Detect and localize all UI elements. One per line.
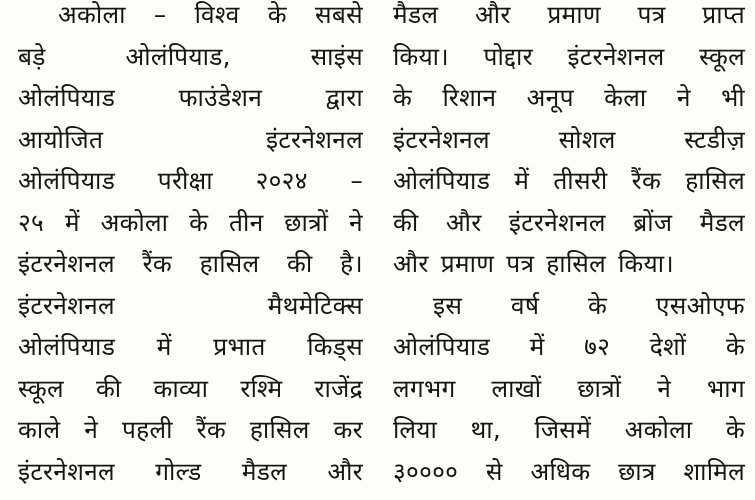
- word: भाग: [706, 373, 745, 403]
- text-line: [393, 36, 745, 78]
- word: विश्व: [194, 0, 240, 29]
- word: ने: [657, 373, 672, 403]
- word: के: [189, 207, 209, 237]
- word: किया।: [618, 249, 674, 278]
- text-line: [18, 285, 363, 327]
- word: और: [445, 207, 482, 237]
- word: वर्ष: [510, 290, 540, 320]
- word: के: [267, 0, 287, 29]
- text-line: [393, 409, 745, 451]
- text-line: [393, 326, 745, 368]
- text-line: [18, 119, 363, 161]
- word: रश्मि: [240, 373, 283, 403]
- word: लगभग: [393, 373, 456, 403]
- word: से: [485, 456, 503, 486]
- text-line: [393, 202, 745, 244]
- word: इंटरनेशनल: [266, 124, 363, 154]
- word: इंटरनेशनल: [18, 456, 115, 486]
- word: लाखों: [491, 373, 542, 403]
- word: में: [64, 207, 80, 237]
- word: मैथमेटिक्स: [267, 290, 363, 320]
- word: छात्रों: [577, 373, 622, 403]
- word: इंटरनेशनल: [393, 124, 490, 154]
- word: हासिल: [199, 249, 260, 278]
- word: प्रमाण: [440, 249, 495, 278]
- word: पहली: [121, 415, 173, 444]
- word: ओलंपियाड: [393, 332, 491, 361]
- word: किया।: [393, 41, 449, 71]
- word: स्कूल: [18, 373, 64, 403]
- word: प्राप्त: [702, 0, 745, 29]
- word: पत्र: [506, 249, 535, 278]
- word: २०२४: [255, 166, 308, 195]
- word: प्रमाण: [547, 0, 601, 29]
- word: के: [725, 415, 745, 444]
- word: रैंक: [631, 166, 662, 195]
- word: ओलंपियाड: [18, 166, 116, 195]
- text-line: [393, 243, 745, 285]
- word: ने: [676, 83, 691, 112]
- word: हासिल: [685, 166, 745, 195]
- word: ३००००: [393, 456, 459, 486]
- word: तीसरी: [553, 166, 608, 195]
- text-line: [18, 243, 363, 285]
- word: और: [393, 249, 429, 278]
- word: इंटरनेशनल: [18, 249, 115, 278]
- word: एसओएफ: [655, 290, 745, 320]
- word: स्कूल: [699, 41, 745, 71]
- word: स्टडीज़: [684, 124, 745, 154]
- word: इंटरनेशनल: [18, 290, 115, 320]
- word: रैंक: [196, 415, 227, 444]
- word: फाउंडेशन: [178, 83, 263, 112]
- text-line: [18, 36, 363, 78]
- word: मैडल: [393, 0, 439, 29]
- word: २५: [18, 207, 45, 237]
- word: अकोला: [624, 415, 693, 444]
- word: की: [393, 207, 419, 237]
- word: की: [287, 249, 313, 278]
- word: परीक्षा: [157, 166, 213, 195]
- word: भी: [721, 83, 745, 112]
- word: शामिल: [683, 456, 745, 486]
- word: के: [725, 332, 745, 361]
- text-line: [393, 160, 745, 202]
- word: अकोला: [100, 207, 169, 237]
- word: अधिक: [530, 456, 591, 486]
- article-right-column: [393, 0, 745, 492]
- word: केला: [604, 83, 647, 112]
- word: काव्या: [153, 373, 209, 403]
- word: ओलंपियाड: [393, 166, 491, 195]
- word: था,: [470, 415, 501, 444]
- word: राजेंद्र: [314, 373, 363, 403]
- word: है।: [340, 249, 363, 278]
- text-line: [18, 326, 363, 368]
- word: में: [156, 332, 172, 361]
- text-line: [393, 285, 745, 327]
- word: लिया: [393, 415, 438, 444]
- word: बड़े: [18, 41, 46, 71]
- word: की: [95, 373, 122, 403]
- word: और: [474, 0, 511, 29]
- word: –: [153, 0, 167, 29]
- word: ओलंपियाड: [18, 83, 116, 112]
- word: छात्रों: [284, 207, 329, 237]
- word: द्वारा: [325, 83, 363, 112]
- word: अकोला: [58, 0, 126, 29]
- word: हासिल: [249, 415, 310, 444]
- word: में: [514, 166, 530, 195]
- word: पत्र: [637, 0, 666, 29]
- text-line: [393, 368, 745, 410]
- text-line: [393, 77, 745, 119]
- word: गोल्ड: [155, 456, 202, 486]
- word: इस: [433, 290, 463, 320]
- text-line: [393, 0, 745, 36]
- text-line: [18, 160, 363, 202]
- word: के: [393, 83, 413, 112]
- word: रैंक: [142, 249, 173, 278]
- word: ने: [349, 207, 363, 237]
- word: –: [350, 166, 363, 195]
- word: जिसमें: [534, 415, 592, 444]
- word: साइंस: [310, 41, 363, 71]
- article-left-column: [18, 0, 363, 492]
- word: इंटरनेशनल: [508, 207, 606, 237]
- text-line: [18, 409, 363, 451]
- word: ब्रोंज: [633, 207, 673, 237]
- word: प्रभात: [213, 332, 266, 361]
- word: कर: [333, 415, 363, 444]
- word: सबसे: [314, 0, 363, 29]
- word: किड्स: [307, 332, 363, 361]
- text-line: [18, 202, 363, 244]
- word: मैडल: [699, 207, 745, 237]
- text-line: [18, 0, 363, 36]
- text-line: [18, 451, 363, 493]
- word: रिशान: [442, 83, 497, 112]
- word: आयोजित: [18, 124, 104, 154]
- text-line: [393, 119, 745, 161]
- word: छात्र: [618, 456, 656, 486]
- word: तीन: [228, 207, 264, 237]
- word: मैडल: [241, 456, 288, 486]
- word: ओलंपियाड: [18, 332, 116, 361]
- word: ओलंपियाड,: [125, 41, 231, 71]
- word: के: [588, 290, 608, 320]
- text-line: [18, 368, 363, 410]
- text-line: [393, 451, 745, 493]
- word: अनूप: [526, 83, 574, 112]
- word: ने: [84, 415, 99, 444]
- word: और: [327, 456, 363, 486]
- word: सोशल: [558, 124, 616, 154]
- word: देशों: [649, 332, 687, 361]
- word: पोद्दार: [483, 41, 533, 71]
- text-line: [18, 77, 363, 119]
- word: इंटरनेशनल: [567, 41, 665, 71]
- word: काले: [18, 415, 61, 444]
- word: ७२: [584, 332, 611, 361]
- word: हासिल: [546, 249, 607, 278]
- word: में: [529, 332, 545, 361]
